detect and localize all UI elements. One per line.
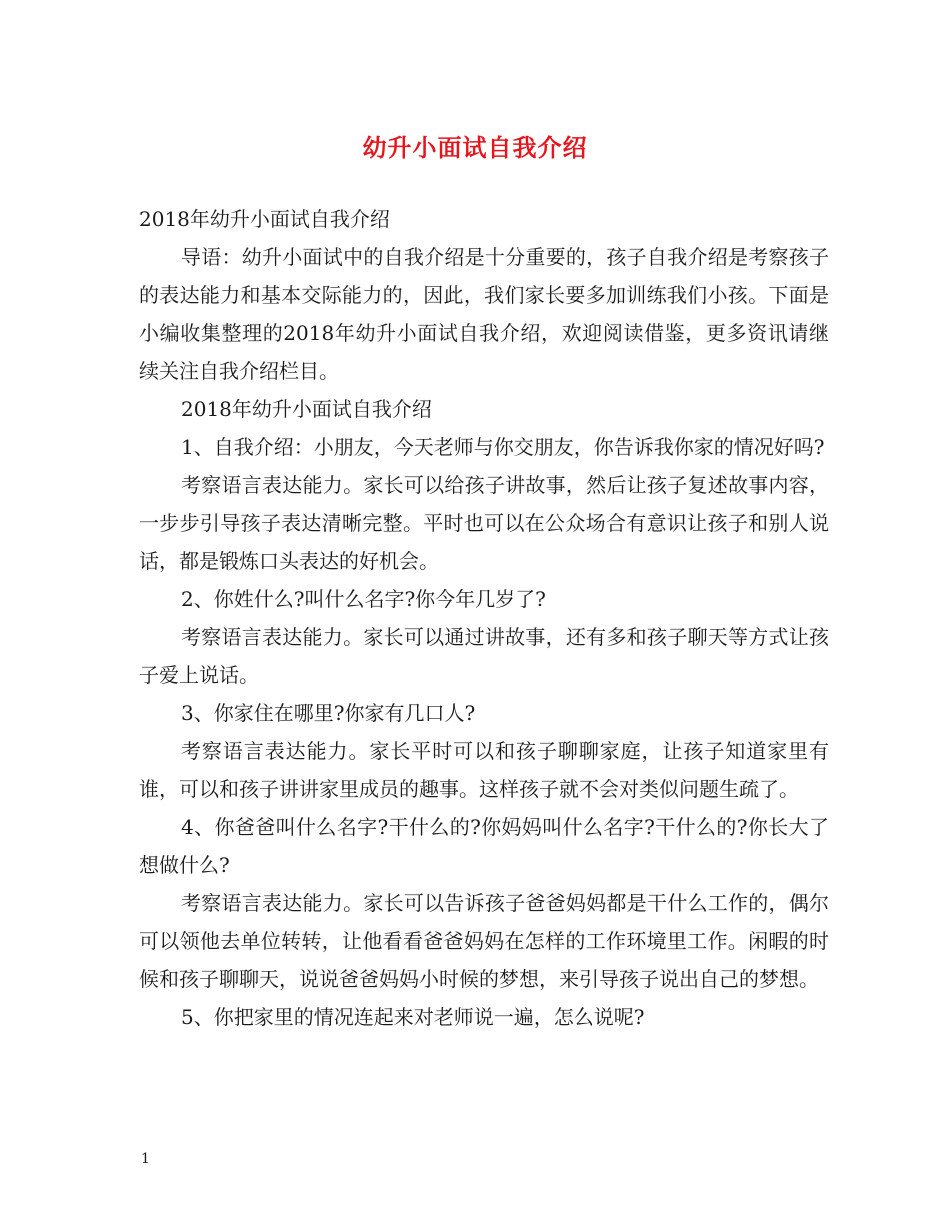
paragraph: 2018年幼升小面试自我介绍 [139,207,390,231]
paragraph: 考察语言表达能力。家长可以给孩子讲故事，然后让孩子复述故事内容，一步步引导孩子表达清晰完整。平时也可以在公众场合有意识让孩子和别人说话，都是锻炼口头表达的好机会。 [139,473,829,573]
paragraph: 5、你把家里的情况连起来对老师说一遍，怎么说呢? [181,1005,645,1029]
paragraph: 考察语言表达能力。家长可以通过讲故事，还有多和孩子聊天等方式让孩子爱上说话。 [139,625,829,687]
page-number: 1 [141,1151,150,1167]
paragraph: 2018年幼升小面试自我介绍 [181,397,432,421]
paragraph: 1、自我介绍：小朋友，今天老师与你交朋友，你告诉我你家的情况好吗? [181,435,825,459]
document-title: 幼升小面试自我介绍 [362,133,588,162]
paragraph: 3、你家住在哪里?你家有几口人? [181,701,476,725]
paragraph: 考察语言表达能力。家长平时可以和孩子聊聊家庭，让孩子知道家里有谁，可以和孩子讲讲家里成员的趣事。这样孩子就不会对类似问题生疏了。 [139,739,829,801]
document-body [139,200,829,1036]
paragraph: 考察语言表达能力。家长可以告诉孩子爸爸妈妈都是干什么工作的，偶尔可以领他去单位转转，让他看看爸爸妈妈在怎样的工作环境里工作。闲暇的时候和孩子聊聊天，说说爸爸妈妈小时候的梦想，来引导孩子说出自己的梦想。 [139,891,829,991]
paragraph: 4、你爸爸叫什么名字?干什么的?你妈妈叫什么名字?干什么的?你长大了想做什么? [139,815,829,877]
paragraph: 2、你姓什么?叫什么名字?你今年几岁了? [181,587,546,611]
paragraph: 导语：幼升小面试中的自我介绍是十分重要的，孩子自我介绍是考察孩子的表达能力和基本交际能力的，因此，我们家长要多加训练我们小孩。下面是小编收集整理的2018年幼升小面试自我介绍，欢迎阅读借鉴，更多资讯请继续关注自我介绍栏目。 [139,245,829,383]
